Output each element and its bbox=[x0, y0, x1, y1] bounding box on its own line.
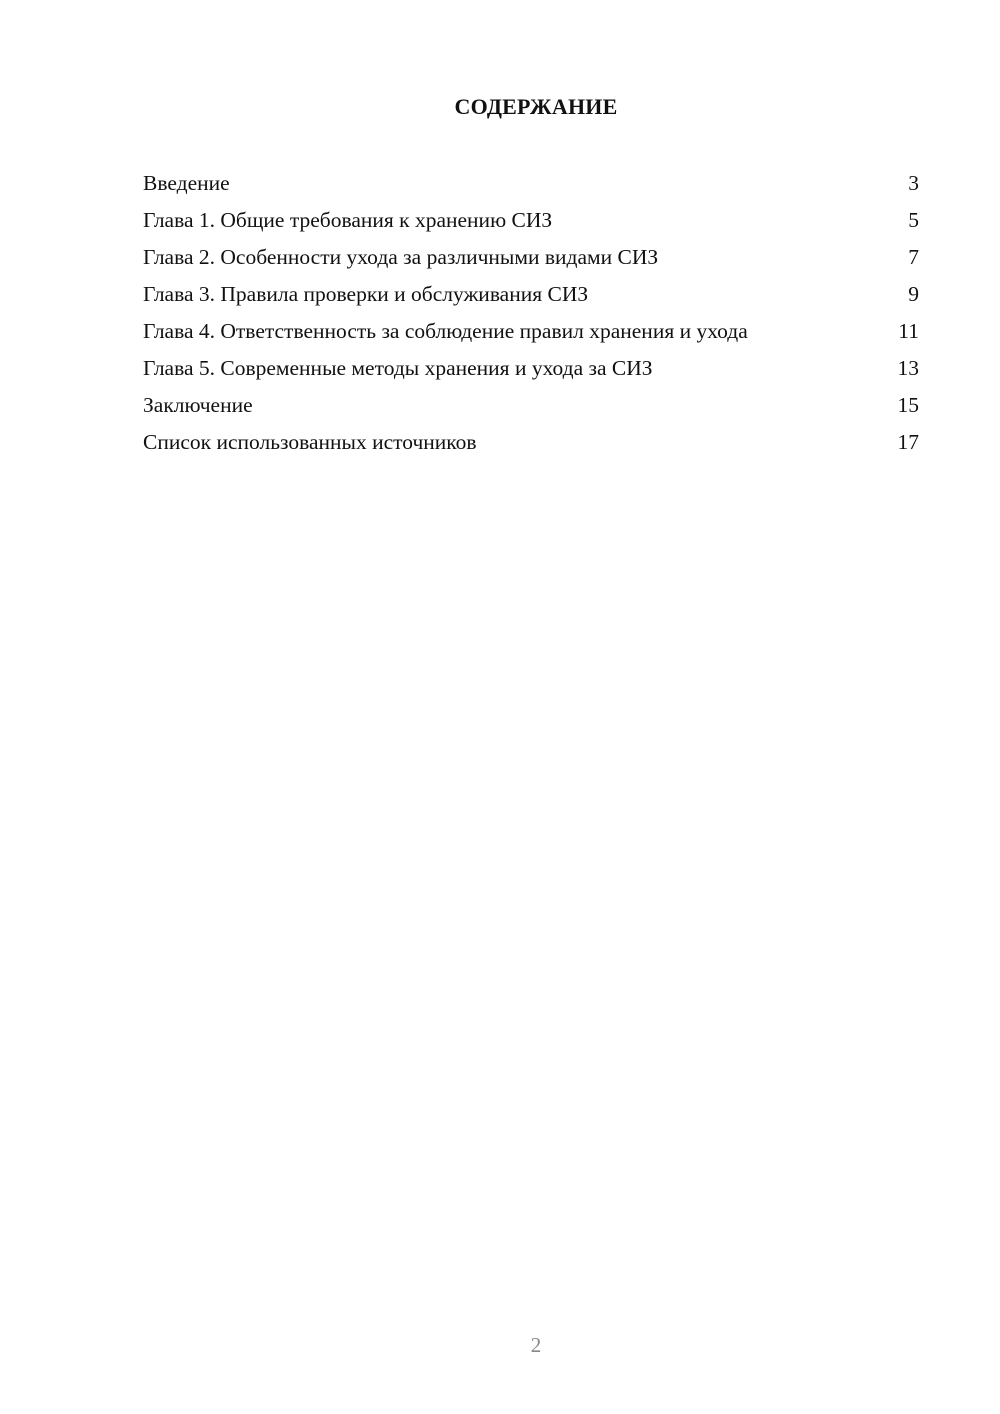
toc-entry-label: Глава 1. Общие требования к хранению СИЗ bbox=[143, 208, 553, 232]
toc-entry-page: 3 bbox=[908, 171, 919, 195]
toc-entry-references bbox=[143, 429, 919, 455]
page-number: 2 bbox=[530, 1333, 542, 1357]
toc-entry-label: Список использованных источников bbox=[143, 430, 477, 454]
toc-entry-introduction bbox=[143, 170, 919, 196]
table-of-contents bbox=[143, 170, 919, 466]
toc-entry-chapter-5 bbox=[143, 355, 919, 381]
toc-entry-label: Глава 3. Правила проверки и обслуживания СИЗ bbox=[143, 282, 589, 306]
toc-entry-label: Заключение bbox=[143, 393, 253, 417]
toc-entry-label: Введение bbox=[143, 171, 230, 195]
toc-entry-label: Глава 2. Особенности ухода за различными видами СИЗ bbox=[143, 245, 659, 269]
toc-entry-page: 5 bbox=[908, 208, 919, 232]
toc-entry-label: Глава 4. Ответственность за соблюдение правил хранения и ухода bbox=[143, 319, 748, 343]
toc-entry-page: 15 bbox=[897, 393, 919, 417]
toc-entry-chapter-1 bbox=[143, 207, 919, 233]
toc-entry-chapter-2 bbox=[143, 244, 919, 270]
toc-entry-page: 17 bbox=[897, 430, 919, 454]
toc-entry-label: Глава 5. Современные методы хранения и ухода за СИЗ bbox=[143, 356, 653, 380]
toc-entry-page: 13 bbox=[897, 356, 919, 380]
toc-entry-conclusion bbox=[143, 392, 919, 418]
toc-entry-chapter-3 bbox=[143, 281, 919, 307]
toc-entry-page: 11 bbox=[898, 319, 919, 343]
toc-entry-page: 9 bbox=[908, 282, 919, 306]
toc-title: СОДЕРЖАНИЕ bbox=[454, 94, 618, 119]
toc-entry-chapter-4 bbox=[143, 318, 919, 344]
toc-entry-page: 7 bbox=[908, 245, 919, 269]
